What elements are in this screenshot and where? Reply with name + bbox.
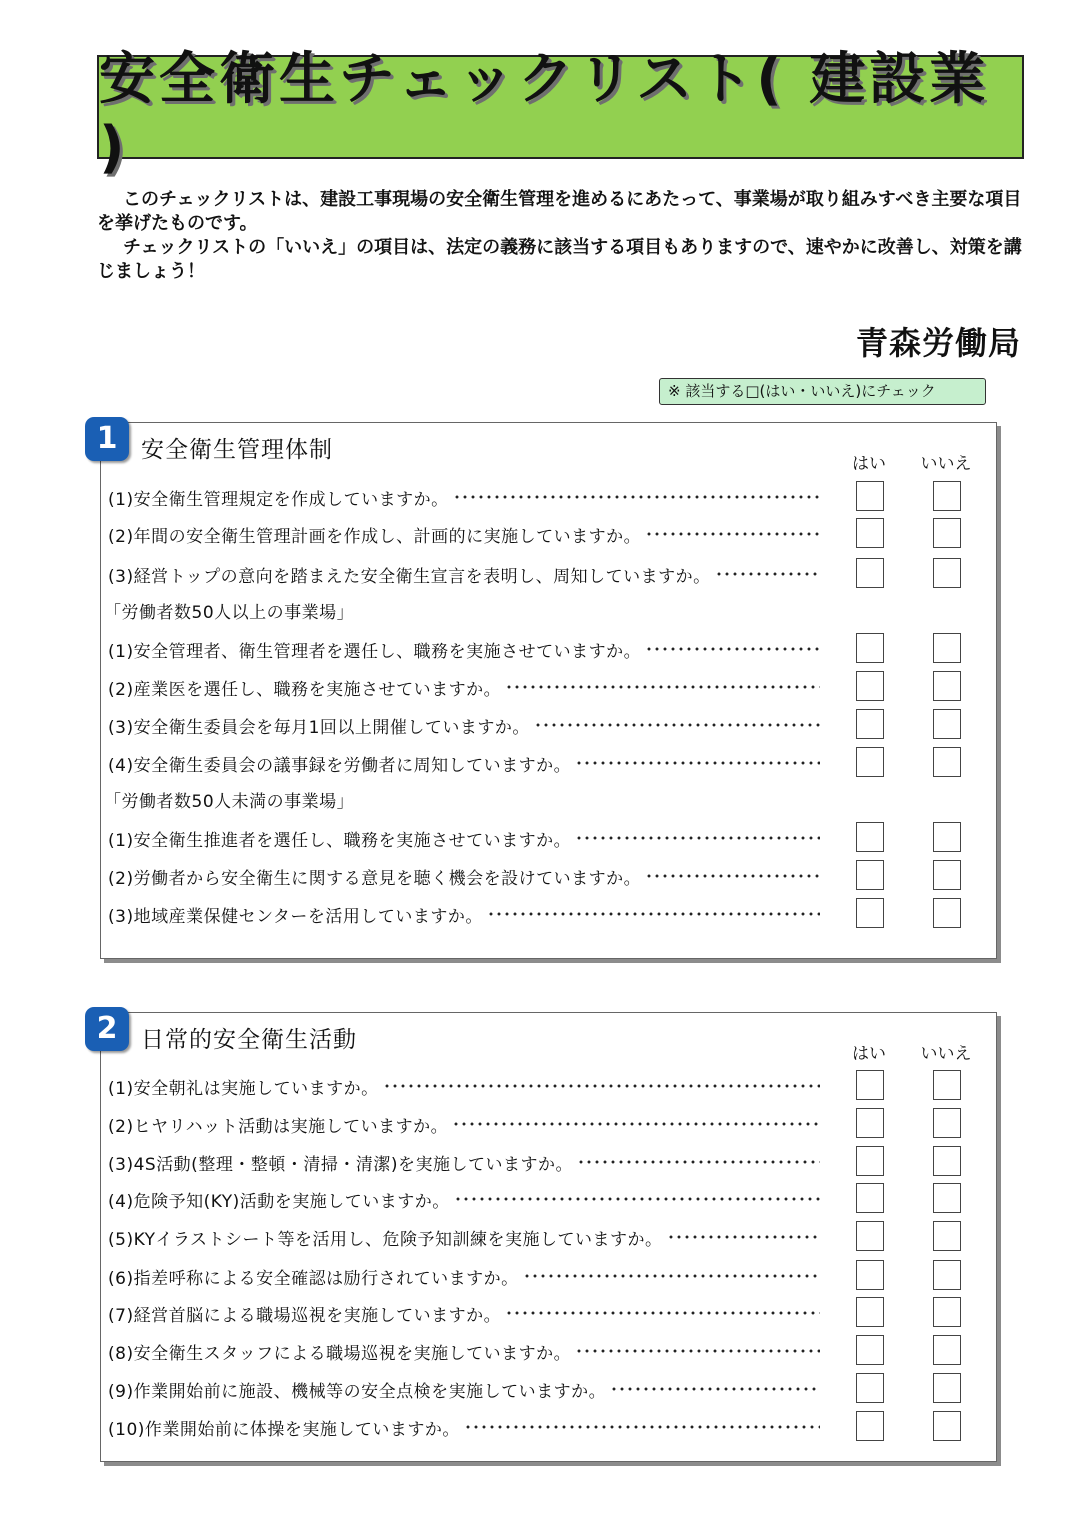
question-text: (10)作業開始前に体操を実施していますか。 <box>108 1419 460 1440</box>
dot-leader <box>645 647 820 651</box>
question <box>108 1295 820 1331</box>
question <box>108 707 820 743</box>
no-checkbox[interactable] <box>933 898 961 928</box>
no-checkbox[interactable] <box>933 1221 961 1251</box>
no-checkbox[interactable] <box>933 1335 961 1365</box>
checklist-row <box>101 1144 998 1180</box>
dot-leader <box>575 836 820 840</box>
yes-checkbox[interactable] <box>856 671 884 701</box>
question <box>108 1258 820 1294</box>
checklist-row <box>101 820 998 856</box>
yes-checkbox[interactable] <box>856 898 884 928</box>
question-text: (1)安全衛生推進者を選任し、職務を実施させていますか。 <box>108 830 572 851</box>
question-text: (2)産業医を選任し、職務を実施させていますか。 <box>108 679 502 700</box>
dot-leader <box>453 495 820 499</box>
checklist-row <box>101 896 998 932</box>
question-text: (1)安全管理者、衛生管理者を選任し、職務を実施させていますか。 <box>108 641 642 662</box>
no-checkbox[interactable] <box>933 1070 961 1100</box>
section-management-system <box>96 421 997 959</box>
question-text: (1)安全朝礼は実施していますか。 <box>108 1078 379 1099</box>
yes-checkbox[interactable] <box>856 481 884 511</box>
question-text: (7)経営首脳による職場巡視を実施していますか。 <box>108 1305 502 1326</box>
no-checkbox[interactable] <box>933 1183 961 1213</box>
dot-leader <box>534 723 820 727</box>
no-checkbox[interactable] <box>933 709 961 739</box>
yes-checkbox[interactable] <box>856 1146 884 1176</box>
section-daily-activities <box>96 1011 997 1462</box>
question-text: (9)作業開始前に施設、機械等の安全点検を実施していますか。 <box>108 1381 607 1402</box>
yes-checkbox[interactable] <box>856 1373 884 1403</box>
dot-leader <box>487 912 820 916</box>
no-checkbox[interactable] <box>933 558 961 588</box>
intro-paragraph-2: チェックリストの「いいえ」の項目は、法定の義務に該当する項目もありますので、速やかに改善し、対策を講じましょう！ <box>97 237 1022 282</box>
question <box>108 556 820 592</box>
checklist-row <box>101 1333 998 1369</box>
question <box>108 1409 820 1445</box>
dot-leader <box>523 1274 820 1278</box>
no-checkbox[interactable] <box>933 747 961 777</box>
no-checkbox[interactable] <box>933 671 961 701</box>
title-banner <box>97 46 1024 180</box>
yes-checkbox[interactable] <box>856 1070 884 1100</box>
question <box>108 1371 820 1407</box>
question-text: (2)年間の安全衛生管理計画を作成し、計画的に実施していますか。 <box>108 526 642 547</box>
column-header-yes: はい <box>852 454 886 474</box>
yes-checkbox[interactable] <box>856 860 884 890</box>
no-checkbox[interactable] <box>933 1260 961 1290</box>
dot-leader <box>505 685 820 689</box>
checklist-row <box>101 669 998 705</box>
checklist-row <box>101 556 998 592</box>
question-text: (3)安全衛生委員会を毎月1回以上開催していますか。 <box>108 717 530 738</box>
yes-checkbox[interactable] <box>856 709 884 739</box>
yes-checkbox[interactable] <box>856 1260 884 1290</box>
question <box>108 1106 820 1142</box>
section-number-badge: 2 <box>85 1007 129 1051</box>
checklist-row <box>101 707 998 743</box>
question <box>108 820 820 856</box>
column-header-no: いいえ <box>920 454 972 474</box>
checklist-row <box>101 1258 998 1294</box>
checklist-row <box>101 1106 998 1142</box>
yes-checkbox[interactable] <box>856 822 884 852</box>
yes-checkbox[interactable] <box>856 1411 884 1441</box>
question <box>108 479 820 515</box>
question <box>108 1068 820 1104</box>
question <box>108 896 820 932</box>
dot-leader <box>505 1311 820 1315</box>
checklist-row <box>101 1409 998 1445</box>
dot-leader <box>645 874 820 878</box>
question-text: (3)経営トップの意向を踏まえた安全衛生宣言を表明し、周知していますか。 <box>108 566 711 587</box>
yes-checkbox[interactable] <box>856 1335 884 1365</box>
question <box>108 1144 820 1180</box>
group-heading: 「労働者数50人未満の事業場」 <box>104 792 355 812</box>
checklist-row <box>101 858 998 894</box>
dot-leader <box>645 532 820 536</box>
dot-leader <box>575 1349 820 1353</box>
dot-leader <box>577 1160 820 1164</box>
yes-checkbox[interactable] <box>856 1108 884 1138</box>
checklist-row <box>101 631 998 667</box>
dot-leader <box>667 1235 821 1239</box>
page-title: 安全衛生チェックリスト( 建設業 ) <box>99 46 990 180</box>
checklist-row <box>101 479 998 515</box>
checklist-row <box>101 745 998 781</box>
yes-checkbox[interactable] <box>856 633 884 663</box>
no-checkbox[interactable] <box>933 633 961 663</box>
question <box>108 1333 820 1369</box>
question-text: (2)ヒヤリハット活動は実施していますか。 <box>108 1116 449 1137</box>
question <box>108 858 820 894</box>
section-title: 安全衛生管理体制 <box>141 437 333 463</box>
checklist-row <box>101 1371 998 1407</box>
dot-leader <box>610 1387 820 1391</box>
intro-paragraph-1: このチェックリストは、建設工事現場の安全衛生管理を進めるにあたって、事業場が取り組みすべき主要な項目を挙げたものです。 <box>97 189 1022 234</box>
checklist-row <box>101 1219 998 1255</box>
question-text: (3)地域産業保健センターを活用していますか。 <box>108 906 483 927</box>
issuer-name: 青森労働局 <box>855 324 1021 362</box>
dot-leader <box>575 761 820 765</box>
no-checkbox[interactable] <box>933 1411 961 1441</box>
question <box>108 745 820 781</box>
yes-checkbox[interactable] <box>856 558 884 588</box>
checklist-row <box>101 1068 998 1104</box>
no-checkbox[interactable] <box>933 822 961 852</box>
no-checkbox[interactable] <box>933 860 961 890</box>
checklist-row <box>101 1295 998 1331</box>
checklist-row <box>101 516 998 552</box>
no-checkbox[interactable] <box>933 1373 961 1403</box>
yes-checkbox[interactable] <box>856 1183 884 1213</box>
section-title: 日常的安全衛生活動 <box>141 1027 357 1053</box>
question <box>108 516 820 552</box>
question <box>108 631 820 667</box>
group-heading: 「労働者数50人以上の事業場」 <box>104 603 355 623</box>
yes-checkbox[interactable] <box>856 1221 884 1251</box>
no-checkbox[interactable] <box>933 1108 961 1138</box>
no-checkbox[interactable] <box>933 518 961 548</box>
no-checkbox[interactable] <box>933 481 961 511</box>
instruction-note: ※ 該当する□(はい・いいえ)にチェック <box>659 378 986 405</box>
intro-text <box>97 188 1024 284</box>
question-text: (8)安全衛生スタッフによる職場巡視を実施していますか。 <box>108 1343 572 1364</box>
question-text: (4)危険予知(KY)活動を実施していますか。 <box>108 1191 450 1212</box>
section-number-badge: 1 <box>85 417 129 461</box>
dot-leader <box>464 1425 820 1429</box>
question-text: (3)4S活動(整理・整頓・清掃・清潔)を実施していますか。 <box>108 1154 573 1175</box>
no-checkbox[interactable] <box>933 1297 961 1327</box>
dot-leader <box>715 572 820 576</box>
no-checkbox[interactable] <box>933 1146 961 1176</box>
question-text: (2)労働者から安全衛生に関する意見を聴く機会を設けていますか。 <box>108 868 642 889</box>
yes-checkbox[interactable] <box>856 518 884 548</box>
question <box>108 669 820 705</box>
dot-leader <box>383 1084 820 1088</box>
question-text: (5)KYイラストシート等を活用し、危険予知訓練を実施していますか。 <box>108 1229 663 1250</box>
question-text: (6)指差呼称による安全確認は励行されていますか。 <box>108 1268 519 1289</box>
question-text: (1)安全衛生管理規定を作成していますか。 <box>108 489 449 510</box>
dot-leader <box>452 1122 820 1126</box>
column-header-yes: はい <box>852 1044 886 1064</box>
question <box>108 1219 820 1255</box>
yes-checkbox[interactable] <box>856 1297 884 1327</box>
checklist-row <box>101 1181 998 1217</box>
dot-leader <box>454 1197 820 1201</box>
column-header-no: いいえ <box>920 1044 972 1064</box>
question <box>108 1181 820 1217</box>
question-text: (4)安全衛生委員会の議事録を労働者に周知していますか。 <box>108 755 572 776</box>
yes-checkbox[interactable] <box>856 747 884 777</box>
